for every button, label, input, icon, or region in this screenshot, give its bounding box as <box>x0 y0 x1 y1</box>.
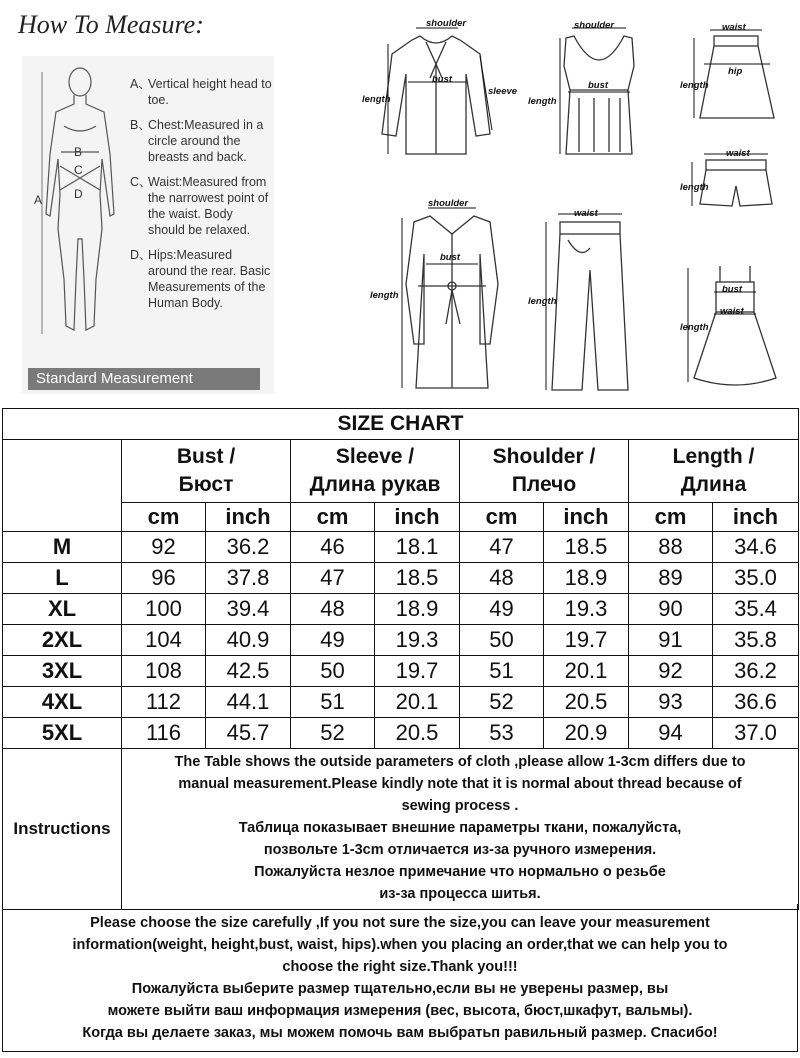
label-shoulder: shoulder <box>426 18 467 29</box>
size-label: 2XL <box>3 625 122 656</box>
dress-diagram <box>680 260 790 394</box>
figure-letter-d: D <box>74 187 83 201</box>
figure-letter-b: B <box>74 145 83 159</box>
unit-cell: cm <box>460 503 544 532</box>
size-value-cell: 19.3 <box>375 625 460 656</box>
size-value-cell: 49 <box>460 594 544 625</box>
unit-cell: cm <box>122 503 206 532</box>
size-label: XL <box>3 594 122 625</box>
note-chest: B、 Chest:Measured in a circle around the breasts and back. <box>130 118 264 164</box>
size-value-cell: 35.0 <box>713 563 799 594</box>
standard-measurement-label: Standard Measurement <box>28 368 260 390</box>
size-value-cell: 19.3 <box>544 594 629 625</box>
size-value-cell: 53 <box>460 718 544 749</box>
size-value-cell: 47 <box>291 563 375 594</box>
size-value-cell: 36.2 <box>713 656 799 687</box>
size-value-cell: 48 <box>291 594 375 625</box>
size-label: 5XL <box>3 718 122 749</box>
size-value-cell: 18.5 <box>544 532 629 563</box>
size-value-cell: 46 <box>291 532 375 563</box>
label-sleeve: sleeve <box>488 86 518 97</box>
size-value-cell: 20.1 <box>375 687 460 718</box>
size-value-cell: 40.9 <box>206 625 291 656</box>
label-length-5: length <box>370 290 399 301</box>
size-value-cell: 93 <box>629 687 713 718</box>
size-value-cell: 19.7 <box>544 625 629 656</box>
size-label: M <box>3 532 122 563</box>
size-row <box>3 563 799 594</box>
size-value-cell: 89 <box>629 563 713 594</box>
size-value-cell: 20.5 <box>375 718 460 749</box>
size-value-cell: 36.2 <box>206 532 291 563</box>
size-row <box>3 594 799 625</box>
size-value-cell: 18.5 <box>375 563 460 594</box>
label-length: length <box>362 94 391 105</box>
note-height: A、 Vertical height head to toe. <box>130 77 272 107</box>
unit-cell: inch <box>375 503 460 532</box>
size-value-cell: 51 <box>460 656 544 687</box>
size-label: 4XL <box>3 687 122 718</box>
coat-diagram <box>370 194 530 394</box>
size-row <box>3 625 799 656</box>
size-chart-title: SIZE CHART <box>3 409 799 440</box>
size-value-cell: 116 <box>122 718 206 749</box>
size-value-cell: 50 <box>291 656 375 687</box>
label-length-3: length <box>680 80 709 91</box>
size-value-cell: 94 <box>629 718 713 749</box>
label-bust-2: bust <box>588 80 609 91</box>
size-value-cell: 39.4 <box>206 594 291 625</box>
header-sleeve: Sleeve / Длина рукав <box>291 440 460 503</box>
size-value-cell: 20.1 <box>544 656 629 687</box>
label-waist-3: waist <box>574 208 598 219</box>
label-bust: bust <box>432 74 453 85</box>
label-shoulder-2: shoulder <box>574 20 615 31</box>
label-hip: hip <box>728 66 743 77</box>
size-value-cell: 20.9 <box>544 718 629 749</box>
unit-cell: inch <box>713 503 799 532</box>
size-label: L <box>3 563 122 594</box>
size-value-cell: 37.0 <box>713 718 799 749</box>
unit-cell: inch <box>544 503 629 532</box>
size-rows <box>3 532 799 749</box>
body-outline-icon <box>30 64 125 349</box>
size-row <box>3 687 799 718</box>
size-value-cell: 47 <box>460 532 544 563</box>
size-value-cell: 50 <box>460 625 544 656</box>
header-length: Length / Длина <box>629 440 799 503</box>
label-length-6: length <box>528 296 557 307</box>
size-value-cell: 18.9 <box>544 563 629 594</box>
size-label: 3XL <box>3 656 122 687</box>
unit-cell: cm <box>629 503 713 532</box>
label-bust-4: bust <box>722 284 743 295</box>
size-value-cell: 91 <box>629 625 713 656</box>
size-value-cell: 42.5 <box>206 656 291 687</box>
size-row <box>3 656 799 687</box>
unit-cell: cm <box>291 503 375 532</box>
label-waist: waist <box>722 22 746 33</box>
instructions-text: The Table shows the outside parameters of cloth ,please allow 1-3cm differs due to manual measurement.Please kindly note that it is normal about thread because of sewing process . Таблица показывает внешние параметры ткани, пожалуйста, позвольте 1-3сm отличается из-за ручного измерения. Пожалуйста незлое примечание что нормально о резьбе из-за процесса шитья. <box>122 749 799 910</box>
measurement-notes <box>130 76 272 320</box>
size-value-cell: 96 <box>122 563 206 594</box>
size-value-cell: 92 <box>629 656 713 687</box>
label-waist-4: waist <box>720 306 744 317</box>
size-value-cell: 88 <box>629 532 713 563</box>
how-to-measure-title: How To Measure: <box>18 10 204 39</box>
size-value-cell: 112 <box>122 687 206 718</box>
size-value-cell: 48 <box>460 563 544 594</box>
size-value-cell: 90 <box>629 594 713 625</box>
note-hips: D、 Hips:Measured around the rear. Basic Measurements of the Human Body. <box>130 248 271 310</box>
how-to-measure-section <box>0 0 800 400</box>
size-advice-note: Please choose the size carefully ,If you not sure the size,you can leave your measurement information(weight, height,bust, waist, hips).when you placing an order,that we can help you to choose the right size.Thank you!!! Пожалуйста выберите размер тщательно,если вы не уверены размер, вы можете выйти ваш информация измерения (вес, высота, бюст,шкафут, вальмы). Когда вы делаете заказ, мы можем помочь вам выбратьп равильный размер. Спасибо! <box>2 904 798 1052</box>
size-value-cell: 51 <box>291 687 375 718</box>
size-value-cell: 52 <box>460 687 544 718</box>
label-bust-3: bust <box>440 252 461 263</box>
size-value-cell: 35.8 <box>713 625 799 656</box>
size-value-cell: 49 <box>291 625 375 656</box>
header-row <box>3 440 799 503</box>
size-value-cell: 100 <box>122 594 206 625</box>
size-value-cell: 44.1 <box>206 687 291 718</box>
size-value-cell: 104 <box>122 625 206 656</box>
size-value-cell: 45.7 <box>206 718 291 749</box>
tank-top-icon <box>524 14 654 174</box>
label-shoulder-3: shoulder <box>428 198 469 209</box>
size-value-cell: 18.1 <box>375 532 460 563</box>
figure-letter-a: A <box>34 193 43 207</box>
tank-top-diagram <box>524 14 654 174</box>
body-measurement-panel <box>22 56 274 394</box>
unit-row <box>3 503 799 532</box>
size-value-cell: 35.4 <box>713 594 799 625</box>
size-value-cell: 108 <box>122 656 206 687</box>
size-chart-table <box>2 408 799 910</box>
size-value-cell: 36.6 <box>713 687 799 718</box>
size-value-cell: 20.5 <box>544 687 629 718</box>
instructions-label: Instructions <box>3 749 122 910</box>
blouse-diagram <box>362 14 522 174</box>
label-length-4: length <box>680 182 709 193</box>
size-value-cell: 52 <box>291 718 375 749</box>
size-value-cell: 34.6 <box>713 532 799 563</box>
instructions-row <box>3 749 799 910</box>
size-chart <box>2 408 798 910</box>
label-waist-2: waist <box>726 148 750 159</box>
size-value-cell: 37.8 <box>206 563 291 594</box>
title-row <box>3 409 799 440</box>
note-waist: C、 Waist:Measured from the narrowest point of the waist. Body should be relaxed. <box>130 175 269 237</box>
shorts-diagram <box>680 146 790 216</box>
size-row <box>3 718 799 749</box>
figure-letter-c: C <box>74 163 83 177</box>
label-length-7: length <box>680 322 709 333</box>
pants-diagram <box>524 200 654 396</box>
size-row <box>3 532 799 563</box>
unit-cell: inch <box>206 503 291 532</box>
header-shoulder: Shoulder / Плечо <box>460 440 629 503</box>
header-blank <box>3 440 122 532</box>
size-value-cell: 19.7 <box>375 656 460 687</box>
size-value-cell: 18.9 <box>375 594 460 625</box>
header-bust: Bust / Бюст <box>122 440 291 503</box>
label-length-2: length <box>528 96 557 107</box>
size-value-cell: 92 <box>122 532 206 563</box>
skirt-diagram <box>680 14 790 134</box>
